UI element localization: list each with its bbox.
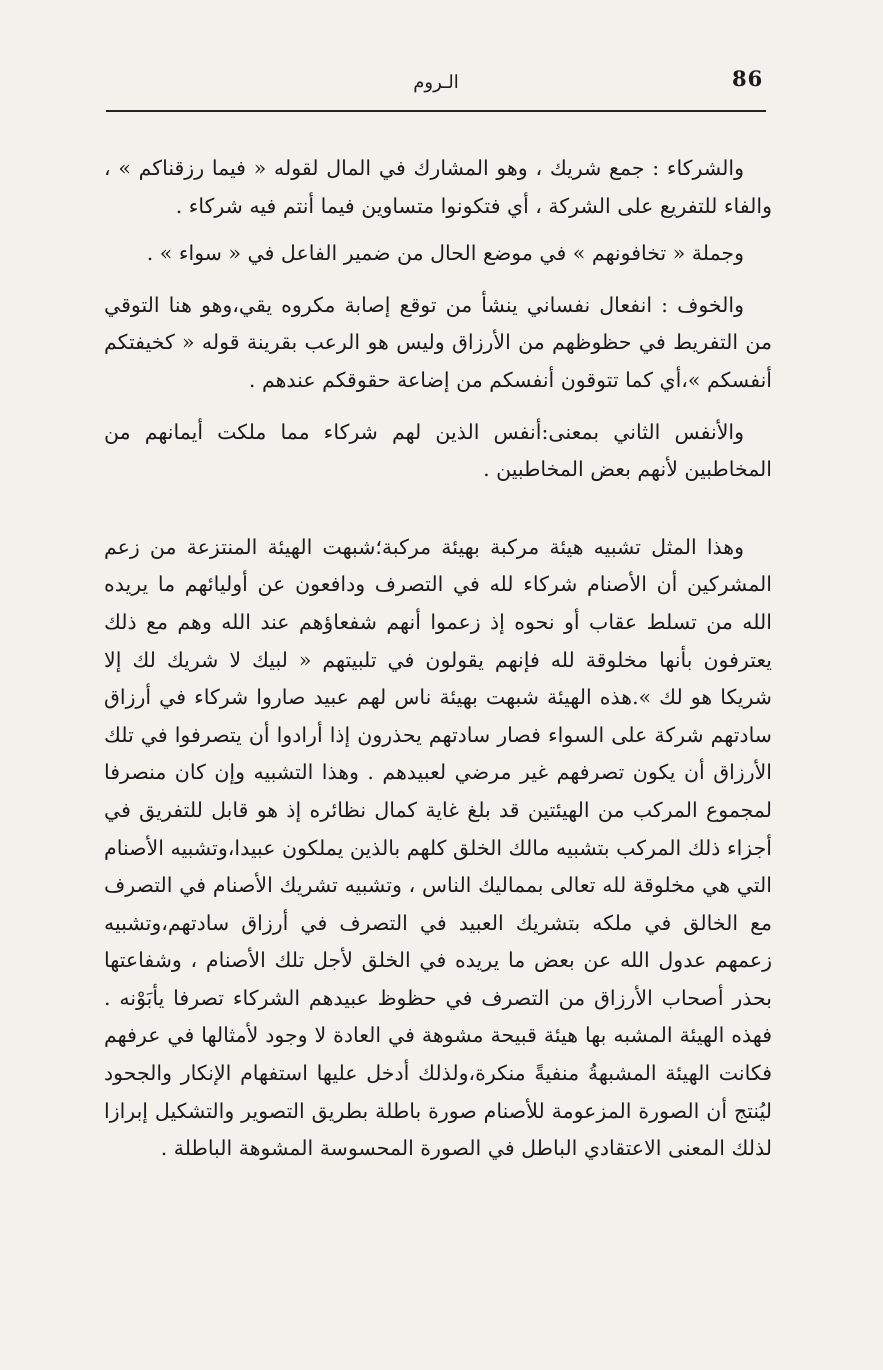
paragraph-shuraka: والشركاء : جمع شريك ، وهو المشارك في المال لقوله « فيما رزقناكم » ، والفاء للتفريع على الشركة ، أي فتكونوا متساوين فيما أنتم فيه شركاء .	[104, 156, 772, 218]
running-title: الـروم	[413, 72, 459, 93]
page-header	[106, 60, 766, 112]
paragraph-mathal: وهذا المثل تشبيه هيئة مركبة بهيئة مركبة؛شبهت الهيئة المنتزعة من زعم المشركين أن الأصنام شركاء لله في التصرف ودافعون عن أوليائهم ما يريده الله من تسلط عقاب أو نحوه إذ زعموا أنهم شفعاؤهم عند الله وهم مع ذلك يعترفون بأنها مخلوقة لله فإنهم يقولون في تلبيتهم « لبيك لا شريك لك إلا شريكا هو لك ».هذه الهيئة شبهت بهيئة ناس لهم عبيد صاروا شركاء في أرزاق سادتهم شركة على السواء فصار سادتهم يحذرون إذا أرادوا أن يتصرفوا في تلك الأرزاق أن يكون تصرفهم غير مرضي لعبيدهم . وهذا التشبيه وإن كان منصرفا لمجموع المركب من الهيئتين قد بلغ غاية كمال نظائره إذ هو قابل للتفريق في أجزاء ذلك المركب بتشبيه مالك الخلق كلهم بالذين يملكون عبيدا،وتشبيه الأصنام التي هي مخلوقة لله تعالى بمماليك الناس ، وتشبيه تشريك الأصنام في التصرف مع الخالق في ملكه بتشريك العبيد في التصرف في أرزاق سادتهم،وتشبيه زعمهم عدول الله عن بعض ما يريده في الخلق لأجل تلك الأصنام ، وشفاعتها بحذر أصحاب الأرزاق من التصرف في حظوظ عبيدهم الشركاء تصرفا يأبَوْنه . فهذه الهيئة المشبه بها هيئة قبيحة مشوهة في العادة لا وجود لأمثالها في عرفهم فكانت الهيئة المشبهةُ منفيةً منكرة،ولذلك أدخل عليها استفهام الإنكار والجحود ليُنتج أن الصورة المزعومة للأصنام صورة باطلة بطريق التصوير والتشكيل إبرازا لذلك المعنى الاعتقادي الباطل في الصورة المحسوسة المشوهة الباطلة .	[104, 534, 772, 1161]
paragraph-takhafunahum: وجملة « تخافونهم » في موضع الحال من ضمير الفاعل في « سواء » .	[146, 241, 744, 266]
body-text	[104, 150, 772, 1168]
page-number: 86	[732, 66, 764, 91]
paragraph-khawf: والخوف : انفعال نفساني ينشأ من توقع إصابة مكروه يقي،وهو هنا التوقي من التفريط في حظوظهم من الأرزاق وليس هو الرعب بقرينة قوله « كخيفتكم أنفسكم »،أي كما تتوقون أنفسكم من إضاعة حقوقكم عندهم .	[104, 292, 772, 392]
paragraph-anfus: والأنفس الثاني بمعنى:أنفس الذين لهم شركاء مما ملكت أيمانهم من المخاطبين لأنهم بعض المخاطبين .	[104, 419, 772, 482]
